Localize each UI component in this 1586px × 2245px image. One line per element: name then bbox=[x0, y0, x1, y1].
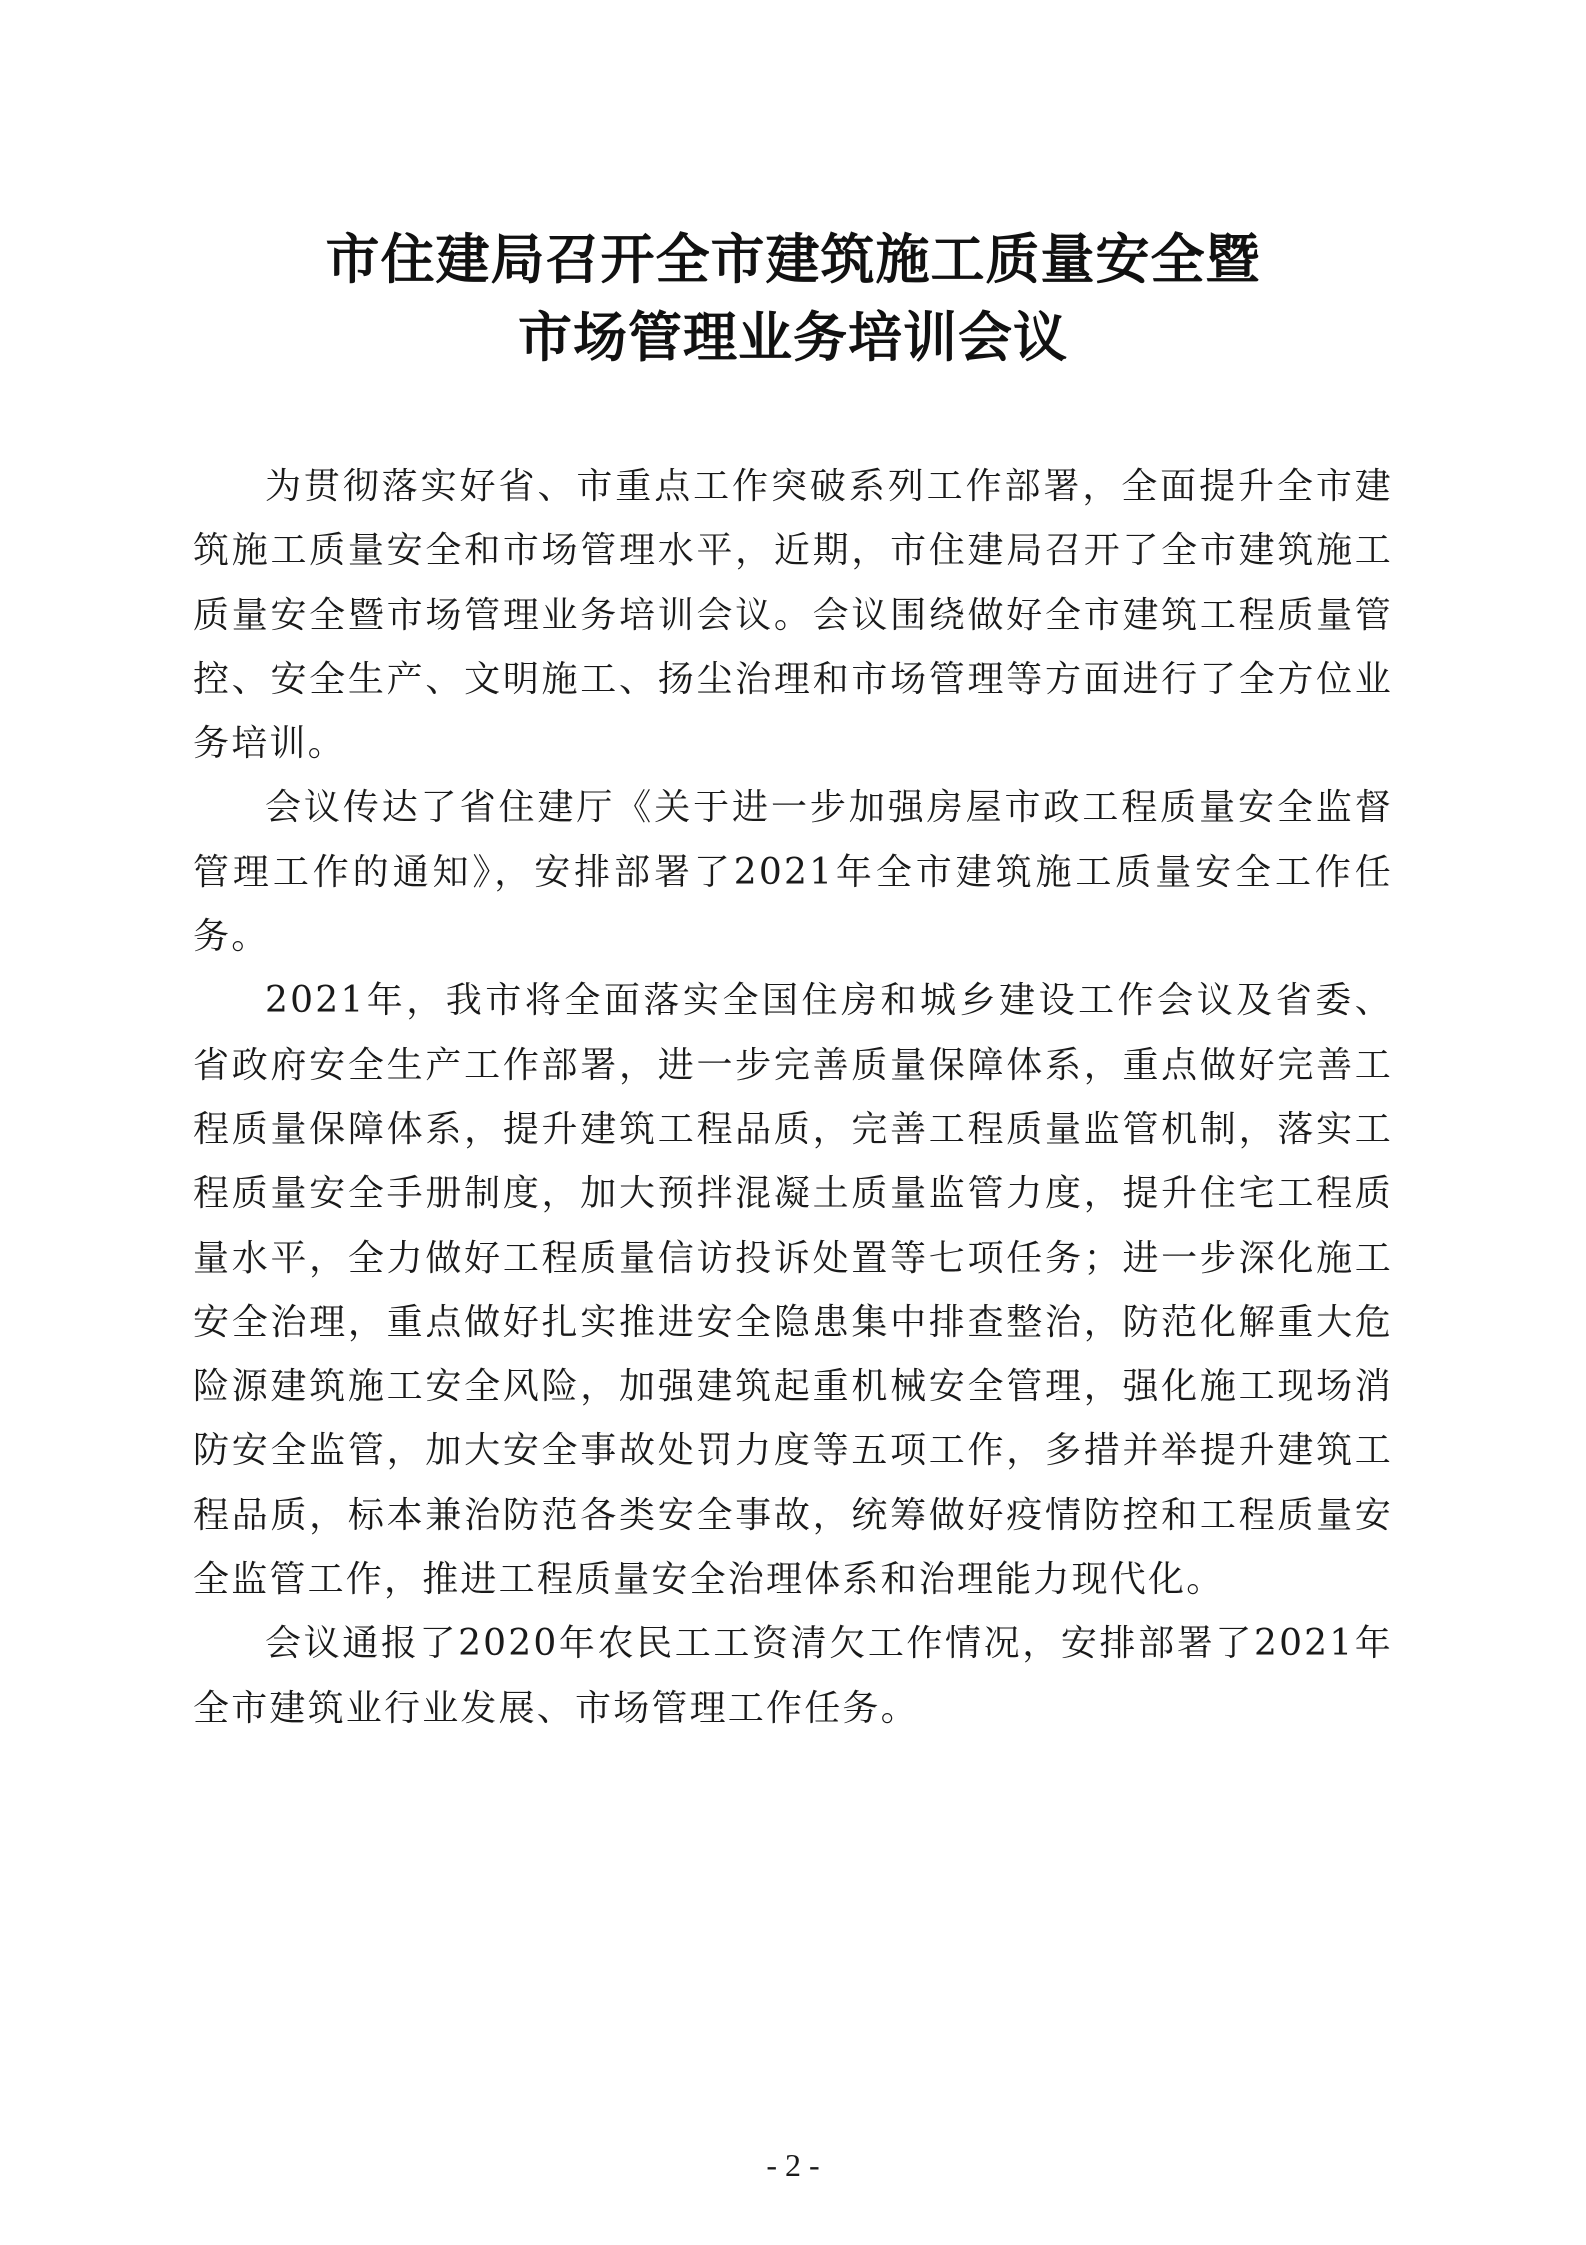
title-line-2: 市场管理业务培训会议 bbox=[518, 305, 1068, 369]
document-title bbox=[0, 220, 1586, 376]
document-body bbox=[193, 455, 1393, 1741]
paragraph-4: 会议通报了2020年农民工工资清欠工作情况，安排部署了2021年全市建筑业行业发展、市场管理工作任务。 bbox=[193, 1623, 1393, 1729]
paragraph-1: 为贯彻落实好省、市重点工作突破系列工作部署，全面提升全市建筑施工质量安全和市场管理水平，近期，市住建局召开了全市建筑施工质量安全暨市场管理业务培训会议。会议围绕做好全市建筑工程质量管控、安全生产、文明施工、扬尘治理和市场管理等方面进行了全方位业务培训。 bbox=[193, 466, 1393, 765]
paragraph-2: 会议传达了省住建厅《关于进一步加强房屋市政工程质量安全监督管理工作的通知》，安排部署了2021年全市建筑施工质量安全工作任务。 bbox=[193, 787, 1393, 958]
page-number: - 2 - bbox=[766, 2147, 820, 2183]
paragraph-3: 2021年，我市将全面落实全国住房和城乡建设工作会议及省委、省政府安全生产工作部署，进一步完善质量保障体系，重点做好完善工程质量保障体系，提升建筑工程品质，完善工程质量监管机制，落实工程质量安全手册制度，加大预拌混凝土质量监管力度，提升住宅工程质量水平，全力做好工程质量信访投诉处置等七项任务；进一步深化施工安全治理，重点做好扎实推进安全隐患集中排查整治，防范化解重大危险源建筑施工安全风险，加强建筑起重机械安全管理，强化施工现场消防安全监管，加大安全事故处罚力度等五项工作，多措并举提升建筑工程品质，标本兼治防范各类安全事故，统筹做好疫情防控和工程质量安全监管工作，推进工程质量安全治理体系和治理能力现代化。 bbox=[193, 980, 1393, 1601]
title-line-1: 市住建局召开全市建筑施工质量安全暨 bbox=[325, 227, 1261, 291]
